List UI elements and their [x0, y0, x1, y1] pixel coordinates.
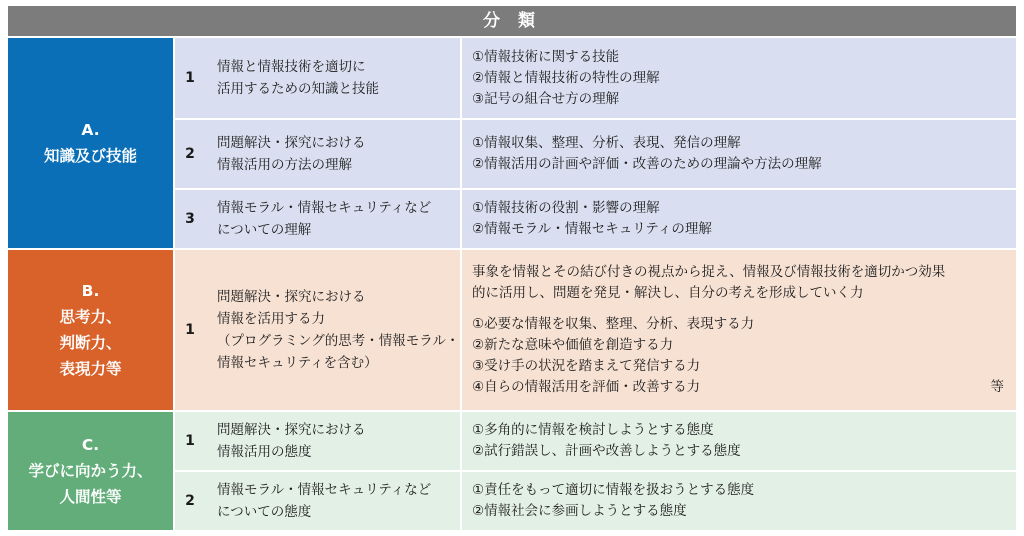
- category-b-label-2: 判断力、: [59, 334, 122, 352]
- detail-item: ②情報活用の計画や評価・改善のための理論や方法の理解: [472, 156, 822, 172]
- table-row: [175, 120, 1016, 188]
- category-c: [8, 412, 173, 530]
- detail-item: ②情報モラル・情報セキュリティの理解: [472, 221, 712, 237]
- subcategory-line: 情報モラル・情報セキュリティなど: [217, 200, 432, 216]
- row-number: 2: [185, 146, 195, 162]
- subcategory: [205, 412, 460, 470]
- spacer: [472, 304, 1004, 314]
- row-number: 3: [185, 211, 195, 227]
- subcategory-line: についての態度: [217, 504, 312, 520]
- subcategory-line: 情報セキュリティを含む）: [217, 355, 378, 371]
- detail-item: ③受け手の状況を踏まえて発信する力: [472, 358, 701, 374]
- detail-item: ③記号の組合せ方の理解: [472, 90, 620, 107]
- category-b: [8, 250, 173, 410]
- table-row: [175, 190, 1016, 248]
- subcategory: [205, 190, 460, 248]
- category-a: [8, 38, 173, 248]
- intro-line: 的に活用し、問題を発見・解決し、自分の考えを形成していく力: [472, 285, 864, 301]
- subcategory-line: 情報活用の態度: [217, 444, 312, 460]
- subcategory-line: についての理解: [217, 222, 312, 238]
- detail-item: ①情報技術の役割・影響の理解: [472, 200, 660, 216]
- table-row: [175, 250, 1016, 410]
- table-row: [175, 412, 1016, 470]
- table-row: [175, 472, 1016, 530]
- detail-item: ④自らの情報活用を評価・改善する力: [472, 379, 701, 395]
- category-c-letter: C.: [81, 436, 100, 454]
- subcategory-line: 情報と情報技術を適切に: [217, 59, 366, 75]
- row-number: 1: [185, 433, 195, 449]
- category-a-letter: A.: [81, 121, 100, 139]
- details: [462, 250, 1016, 410]
- detail-item: ①情報技術に関する技能: [472, 48, 620, 65]
- table-row: [175, 38, 1016, 118]
- subcategory: [205, 120, 460, 188]
- category-b-letter: B.: [81, 282, 100, 300]
- detail-item: ②情報と情報技術の特性の理解: [472, 69, 660, 86]
- last-detail-line: [472, 377, 1004, 398]
- detail-item: ②情報社会に参画しようとする態度: [472, 503, 687, 519]
- subcategory-line: 問題解決・探究における: [217, 289, 366, 305]
- subcategory-line: （プログラミング的思考・情報モラル・: [217, 333, 460, 349]
- row-number: 1: [185, 322, 195, 338]
- category-c-label-2: 人間性等: [59, 488, 122, 506]
- category-a-label: 知識及び技能: [43, 147, 137, 165]
- subcategory-line: 情報活用の方法の理解: [217, 157, 352, 173]
- detail-item: ①多角的に情報を検討しようとする態度: [472, 422, 714, 438]
- detail-item: ②新たな意味や価値を創造する力: [472, 337, 674, 353]
- detail-item: ①責任をもって適切に情報を扱おうとする態度: [472, 482, 755, 498]
- details: [462, 38, 1016, 118]
- details: [462, 472, 1016, 530]
- subcategory: [205, 472, 460, 530]
- classification-table: [8, 6, 1016, 530]
- category-b-label-3: 表現力等: [59, 360, 122, 378]
- etc-mark: 等: [990, 379, 1004, 395]
- table-header: 分 類: [8, 6, 1016, 36]
- detail-item: ①必要な情報を収集、整理、分析、表現する力: [472, 316, 755, 332]
- subcategory-line: 活用するための知識と技能: [217, 81, 379, 97]
- category-c-label-1: 学びに向かう力、: [28, 462, 153, 480]
- detail-item: ①情報収集、整理、分析、表現、発信の理解: [472, 135, 741, 151]
- row-number: 2: [185, 493, 195, 509]
- details: [462, 120, 1016, 188]
- subcategory-line: 問題解決・探究における: [217, 422, 366, 438]
- detail-item: ②試行錯誤し、計画や改善しようとする態度: [472, 443, 741, 459]
- category-b-label-1: 思考力、: [59, 308, 122, 326]
- subcategory: [205, 38, 460, 118]
- subcategory: [205, 250, 460, 410]
- subcategory-line: 情報を活用する力: [217, 311, 325, 327]
- subcategory-line: 問題解決・探究における: [217, 135, 366, 151]
- subcategory-line: 情報モラル・情報セキュリティなど: [217, 482, 432, 498]
- row-number: 1: [185, 70, 195, 86]
- details: [462, 190, 1016, 248]
- details: [462, 412, 1016, 470]
- intro-line: 事象を情報とその結び付きの視点から捉え、情報及び情報技術を適切かつ効果: [472, 264, 946, 280]
